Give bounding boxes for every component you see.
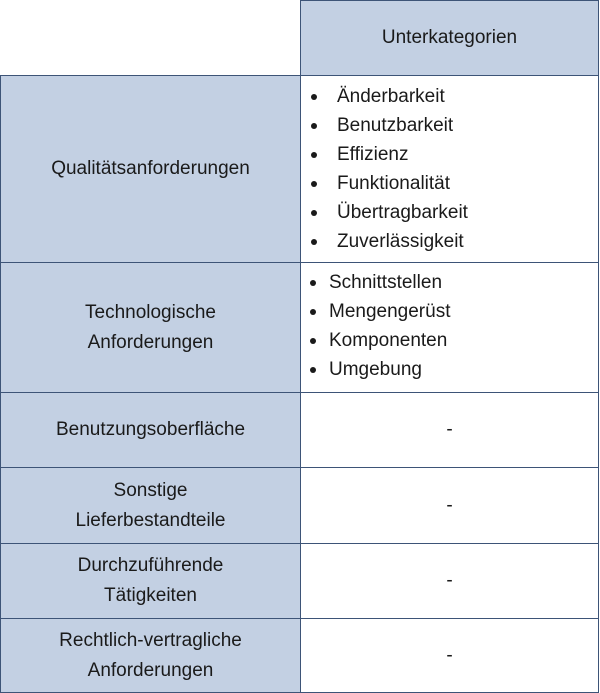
- empty-corner-cell: [0, 0, 301, 76]
- empty-value: -: [446, 570, 453, 591]
- header-subcategories-label: Unterkategorien: [381, 27, 518, 48]
- category-label: Qualitätsanforderungen: [51, 158, 250, 179]
- bullet-icon: [311, 123, 317, 129]
- subcategory-cell-legal: [300, 618, 599, 693]
- subcategory-cell-activities: [300, 543, 599, 619]
- category-label: Benutzungsoberfläche: [55, 419, 246, 440]
- category-label-line-1: Technologische: [85, 301, 216, 323]
- list-item: Änderbarkeit: [301, 82, 468, 111]
- subcategory-cell-other-deliverables: [300, 467, 599, 544]
- list-item: Komponenten: [301, 326, 450, 355]
- list-item: Zuverlässigkeit: [301, 227, 468, 256]
- category-cell-activities: [0, 543, 301, 619]
- bullet-icon: [311, 94, 317, 100]
- list-item: Übertragbarkeit: [301, 198, 468, 227]
- bullet-icon: [311, 210, 317, 216]
- category-cell-quality: [0, 75, 301, 263]
- category-label-line-1: Durchzuführende: [77, 555, 224, 576]
- list-item: Schnittstellen: [301, 268, 450, 297]
- list-item: Umgebung: [301, 355, 450, 384]
- list-item: Mengengerüst: [301, 297, 450, 326]
- bullet-icon: [311, 152, 317, 158]
- subcategory-cell-user-interface: [300, 392, 599, 468]
- category-label-line-2: Tätigkeiten: [104, 585, 197, 606]
- category-label-line-2: Lieferbestandteile: [75, 509, 226, 531]
- bullet-icon: [310, 280, 316, 286]
- bullet-icon: [311, 239, 317, 245]
- list-item: Funktionalität: [301, 169, 468, 198]
- bullet-icon: [310, 309, 316, 315]
- subcategory-list: [301, 268, 450, 384]
- category-cell-user-interface: [0, 392, 301, 468]
- bullet-icon: [311, 181, 317, 187]
- empty-value: -: [446, 494, 453, 516]
- category-label-line-2: Anforderungen: [87, 331, 214, 353]
- category-cell-other-deliverables: [0, 467, 301, 544]
- subcategory-cell-quality: [300, 75, 599, 263]
- category-label-line-2: Anforderungen: [87, 659, 214, 681]
- empty-value: -: [446, 419, 453, 440]
- category-label-line-1: Rechtlich-vertragliche: [59, 629, 242, 651]
- bullet-icon: [310, 338, 316, 344]
- category-cell-technology: [0, 262, 301, 393]
- list-item: Benutzbarkeit: [301, 111, 468, 140]
- category-label-line-1: Sonstige: [113, 479, 188, 501]
- bullet-icon: [310, 367, 316, 373]
- category-cell-legal: [0, 618, 301, 693]
- empty-value: -: [446, 644, 453, 666]
- subcategory-cell-technology: [300, 262, 599, 393]
- list-item: Effizienz: [301, 140, 468, 169]
- subcategory-list: [301, 82, 468, 256]
- header-subcategories: [300, 0, 599, 76]
